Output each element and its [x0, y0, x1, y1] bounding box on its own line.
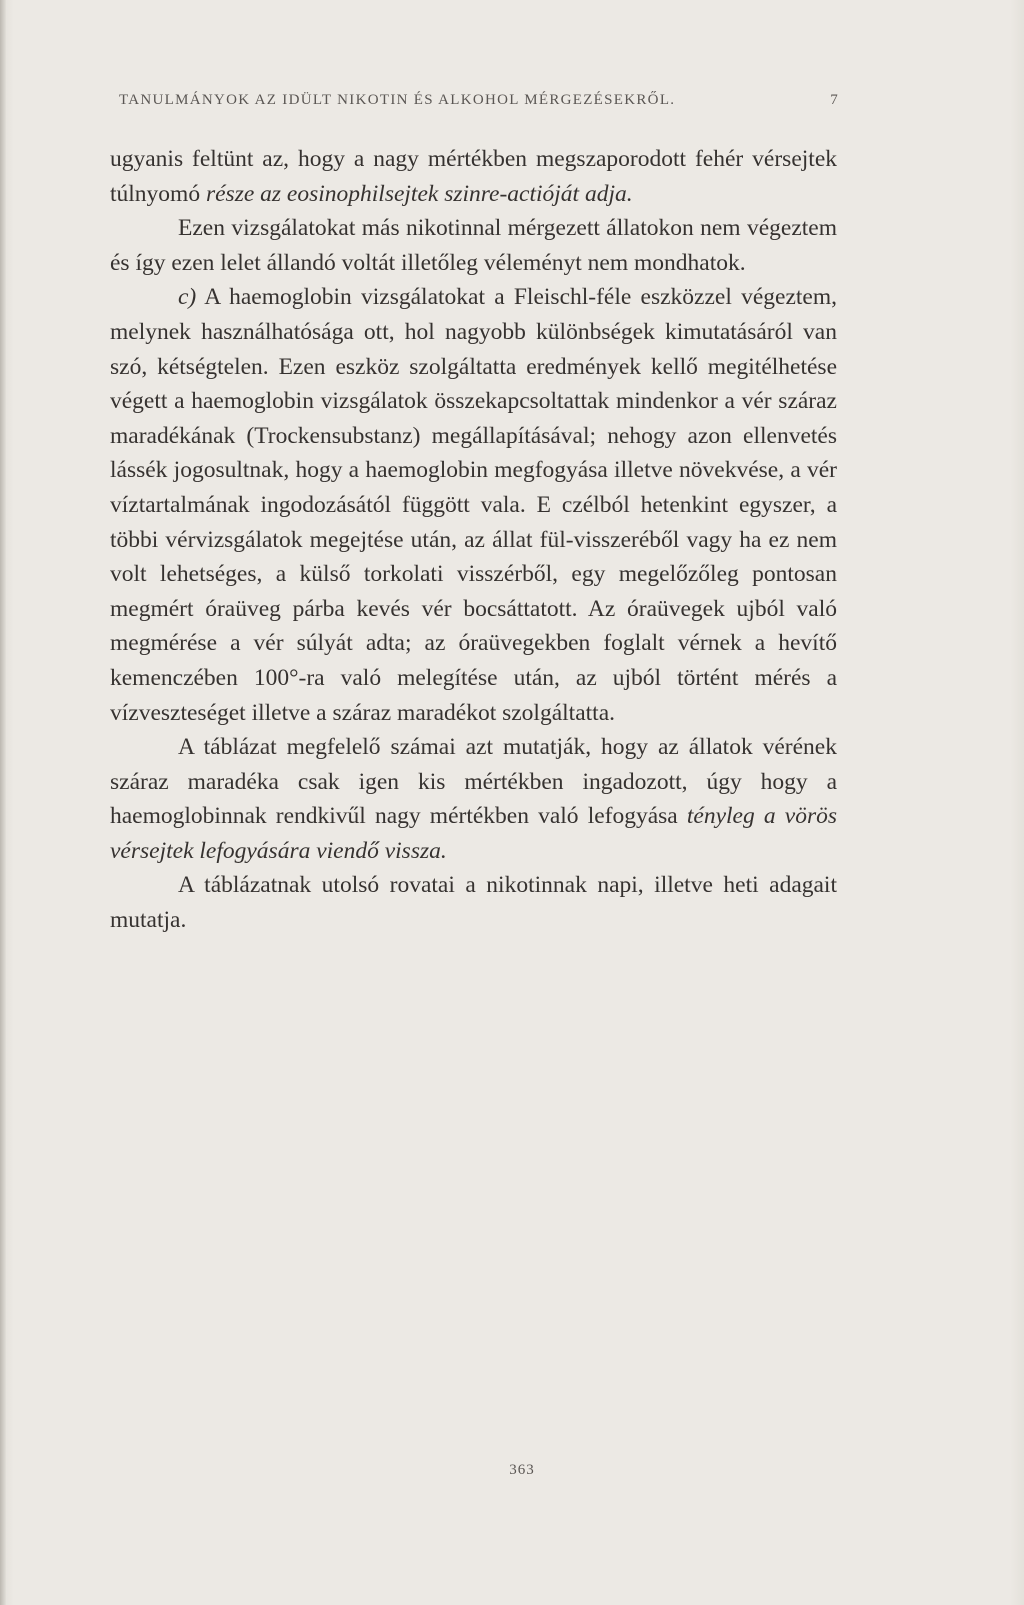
body-text: [110, 142, 837, 938]
running-title: TANULMÁNYOK AZ IDÜLT NIKOTIN ÉS ALKOHOL MÉRGEZÉSEKRŐL.: [119, 92, 676, 108]
paragraph-3: [110, 280, 837, 730]
running-head: [119, 92, 839, 109]
paragraph-1-text: ugyanis feltünt az, hogy a nagy mértékben megszaporodott fehér vérsejtek túlnyomó: [110, 146, 837, 207]
paragraph-4-text: A táblázat megfelelő számai azt mutatják, hogy az állatok vérének száraz maradéka csak igen kis mértékben ingadozott, úgy hogy a haemoglobinnak rendkivűl nagy mértékben való lefogyása: [110, 734, 837, 830]
paragraph-2: Ezen vizsgálatokat más nikotinnal mérgezett állatokon nem végeztem és így ezen lelet állandó voltát illetőleg véleményt nem mondhatok.: [110, 215, 837, 276]
page-number: 363: [509, 1462, 535, 1478]
paragraph-4-italic: tényleg a vörös vérsejtek lefogyására viendő vissza.: [110, 803, 837, 864]
paragraph-1-italic: része az eosinophilsejtek szinre-actióját adja.: [205, 180, 633, 207]
paragraph-1: [110, 142, 837, 211]
paragraph-4: [110, 730, 837, 868]
paragraph-3-text: A haemoglobin vizsgálatokat a Fleischl-féle eszközzel végeztem, melynek használhatósága ott, hol nagyobb különbségek kimutatásáról van szó, kétségtelen. Ezen eszköz szolgáltatta eredmények kellő megitélhetése végett a haemoglobin vizsgálatok összekapcsoltattak mindenkor a vér száraz maradékának (Trockensubstanz) megállapításával; nehogy azon ellenvetés lássék jogosultnak, hogy a haemoglobin megfogyása illetve növekvése, a vér víztartalmának ingodozásától függött vala. E czélból hetenkint egyszer, a többi vérvizsgálatok megejtése után, az állat fül-visszeréből vagy ha ez nem volt lehetséges, a külső torkolati visszérből, egy megelőzőleg pontosan megmért óraüveg párba kevés vér bocsáttatott. Az óraüvegek ujból való megmérése a vér súlyát adta; az óraüvegekben foglalt vérnek a hevítő kemenczében 100°-ra való melegítése után, az ujból történt mérés a vízveszteséget illetve a száraz maradékot szolgáltatta.: [110, 284, 837, 726]
page-binding-edge: [0, 0, 6, 1605]
paragraph-3-label: c): [178, 284, 197, 311]
paragraph-5: A táblázatnak utolsó rovatai a nikotinnak napi, illetve heti adagait mutatja.: [110, 872, 837, 934]
page-marker: 7: [830, 92, 839, 108]
